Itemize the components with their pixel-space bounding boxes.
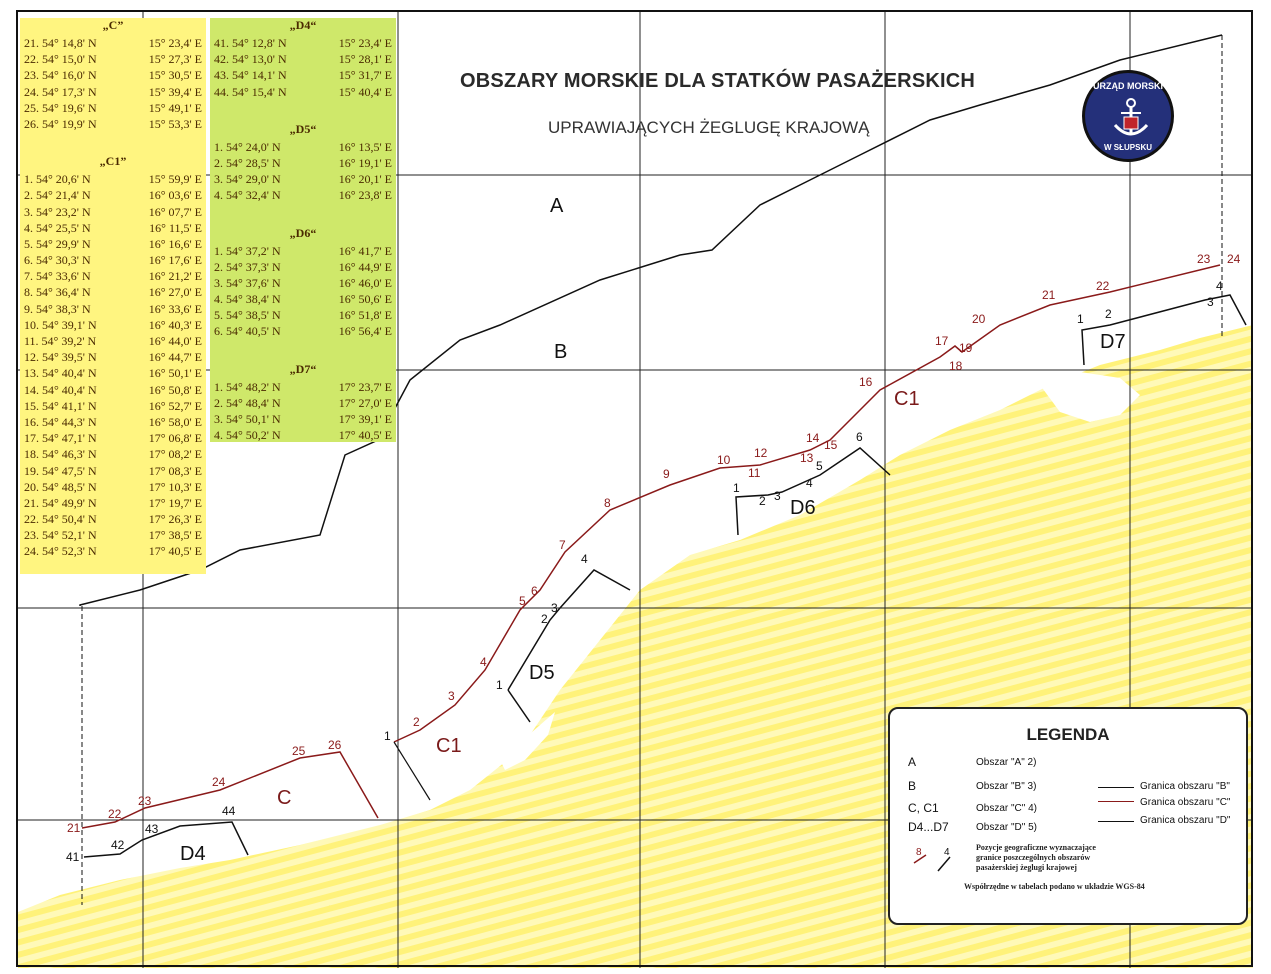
longitude-cell: 17° 27,0' E (338, 395, 392, 410)
longitude-cell: 16° 40,3' E (148, 317, 202, 332)
table-row (24, 236, 202, 252)
point-label: 5 (816, 459, 823, 473)
point-label: 3 (551, 601, 558, 615)
latitude-cell: 5. 54° 29,9' N (24, 236, 91, 251)
point-label: 24 (212, 775, 226, 789)
legend-line-b (1098, 787, 1134, 788)
table-row (214, 427, 392, 443)
point-label: 41 (66, 850, 80, 864)
point-label: 4 (806, 476, 813, 490)
table-row (24, 349, 202, 365)
point-label: 4 (581, 552, 588, 566)
legend-boundary-b: Granica obszaru "B" (1140, 781, 1230, 792)
table-d4-rows (214, 35, 392, 100)
point-label: 17 (935, 334, 949, 348)
latitude-cell: 14. 54° 40,4' N (24, 382, 97, 397)
point-label: 4 (1216, 279, 1223, 293)
longitude-cell: 16° 56,4' E (338, 324, 392, 339)
latitude-cell: 4. 54° 50,2' N (214, 428, 281, 443)
latitude-cell: 2. 54° 28,5' N (214, 155, 281, 170)
anchor-icon (1111, 95, 1151, 141)
point-label: 9 (663, 467, 670, 481)
latitude-cell: 4. 54° 32,4' N (214, 188, 281, 203)
legend-symbol-red: 8 (916, 847, 922, 858)
point-label: 1 (733, 481, 740, 495)
point-label: 42 (111, 838, 125, 852)
table-row (214, 379, 392, 395)
table-d7-rows (214, 379, 392, 444)
table-row (24, 35, 202, 51)
maritime-office-seal (1082, 70, 1174, 162)
area-d4-label: D4 (180, 843, 206, 865)
table-row (24, 382, 202, 398)
table-row (214, 35, 392, 51)
latitude-cell: 3. 54° 23,2' N (24, 204, 91, 219)
longitude-cell: 16° 58,0' E (148, 414, 202, 429)
longitude-cell: 15° 23,4' E (148, 36, 202, 50)
point-label: 12 (754, 446, 768, 460)
latitude-cell: 22. 54° 15,0' N (24, 52, 97, 67)
legend-key-a: A (908, 755, 917, 769)
longitude-cell: 17° 06,8' E (148, 431, 202, 446)
legend-symbol-black: 4 (944, 847, 950, 858)
point-label: 22 (1096, 279, 1110, 293)
latitude-cell: 1. 54° 48,2' N (214, 379, 281, 394)
table-d7-header: „D7“ (289, 361, 317, 376)
latitude-cell: 12. 54° 39,5' N (24, 350, 97, 365)
table-row (24, 268, 202, 284)
point-label: 2 (541, 612, 548, 626)
point-label: 26 (328, 738, 342, 752)
point-label: 3 (448, 689, 455, 703)
table-row (24, 67, 202, 83)
table-row (214, 187, 392, 203)
table-row (24, 463, 202, 479)
latitude-cell: 10. 54° 39,1' N (24, 317, 97, 332)
point-label: 6 (856, 430, 863, 444)
latitude-cell: 4. 54° 38,4' N (214, 292, 281, 307)
latitude-cell: 21. 54° 14,8' N (24, 36, 97, 50)
table-d4-header: „D4“ (289, 18, 317, 32)
table-row (24, 284, 202, 300)
latitude-cell: 17. 54° 47,1' N (24, 431, 97, 446)
table-c-c1 (20, 18, 206, 574)
latitude-cell: 15. 54° 41,1' N (24, 398, 97, 413)
latitude-cell: 43. 54° 14,1' N (214, 68, 287, 83)
legend-key-c: C, C1 (908, 801, 939, 815)
table-row (214, 291, 392, 307)
table-row (214, 395, 392, 411)
table-c-rows (24, 35, 202, 132)
longitude-cell: 16° 44,0' E (148, 334, 202, 348)
table-row (214, 275, 392, 291)
area-c1-west-label: C1 (436, 735, 462, 757)
table-row (24, 171, 202, 187)
legend-desc-b: Obszar "B" 3) (976, 781, 1037, 792)
point-label: 24 (1227, 252, 1241, 266)
table-c-header: „C” (102, 18, 124, 32)
longitude-cell: 16° 19,1' E (338, 155, 392, 170)
point-label: 23 (138, 794, 152, 808)
longitude-cell: 15° 31,7' E (338, 68, 392, 83)
table-row (24, 333, 202, 349)
longitude-cell: 16° 07,7' E (148, 204, 202, 219)
legend-desc-c: Obszar "C" 4) (976, 803, 1038, 814)
longitude-cell: 16° 16,6' E (148, 236, 202, 251)
longitude-cell: 15° 53,3' E (148, 116, 202, 131)
table-row (24, 495, 202, 511)
longitude-cell: 17° 39,1' E (338, 412, 392, 426)
point-label: 2 (1105, 307, 1112, 321)
legend-box (888, 707, 1248, 925)
point-label: 8 (604, 496, 611, 510)
point-label: 2 (413, 715, 420, 729)
longitude-cell: 16° 50,1' E (148, 366, 202, 381)
table-d5-rows (214, 139, 392, 204)
longitude-cell: 16° 13,5' E (338, 139, 392, 154)
longitude-cell: 17° 40,5' E (338, 428, 392, 443)
longitude-cell: 17° 38,5' E (148, 528, 202, 543)
table-row (24, 317, 202, 333)
map-title: OBSZARY MORSKIE DLA STATKÓW PASAŻERSKICH (460, 70, 976, 92)
longitude-cell: 16° 03,6' E (148, 188, 202, 203)
latitude-cell: 5. 54° 38,5' N (214, 308, 281, 323)
legend-desc-a: Obszar "A" 2) (976, 757, 1037, 768)
table-row (24, 430, 202, 446)
legend-boundary-d: Granica obszaru "D" (1140, 815, 1231, 826)
table-row (214, 51, 392, 67)
latitude-cell: 6. 54° 30,3' N (24, 253, 91, 268)
latitude-cell: 21. 54° 49,9' N (24, 495, 97, 510)
map-subtitle: UPRAWIAJĄCYCH ŻEGLUGĘ KRAJOWĄ (548, 118, 870, 137)
area-b-label: B (554, 341, 568, 363)
point-label: 16 (859, 375, 873, 389)
latitude-cell: 16. 54° 44,3' N (24, 414, 97, 429)
longitude-cell: 16° 50,6' E (338, 292, 392, 307)
point-label: 7 (559, 538, 566, 552)
point-label: 25 (292, 744, 306, 758)
longitude-cell: 16° 23,8' E (338, 188, 392, 203)
point-label: 43 (145, 822, 159, 836)
longitude-cell: 15° 49,1' E (148, 100, 202, 115)
point-label: 2 (759, 494, 766, 508)
table-row (24, 543, 202, 559)
table-row (214, 67, 392, 83)
latitude-cell: 23. 54° 16,0' N (24, 68, 97, 83)
point-label: 4 (480, 655, 487, 669)
longitude-cell: 15° 30,5' E (148, 68, 202, 83)
legend-boundary-c: Granica obszaru "C" (1140, 797, 1231, 808)
point-label: 22 (108, 807, 122, 821)
table-row (24, 187, 202, 203)
legend-key-d: D4...D7 (908, 820, 949, 834)
point-label: 5 (519, 594, 526, 608)
longitude-cell: 16° 44,9' E (338, 259, 392, 274)
longitude-cell: 16° 51,8' E (338, 308, 392, 323)
area-d5-label: D5 (529, 662, 555, 684)
point-label: 3 (774, 489, 781, 503)
table-c1-header: „C1” (99, 154, 127, 169)
table-row (24, 116, 202, 132)
legend-note-1: Pozycje geograficzne wyznaczające (976, 843, 1096, 852)
longitude-cell: 17° 10,3' E (148, 479, 202, 494)
point-label: 19 (959, 341, 973, 355)
table-row (24, 414, 202, 430)
longitude-cell: 17° 08,2' E (148, 447, 202, 462)
longitude-cell: 17° 08,3' E (148, 463, 202, 478)
area-d7-label: D7 (1100, 331, 1126, 353)
table-row (214, 171, 392, 187)
latitude-cell: 41. 54° 12,8' N (214, 36, 287, 50)
table-row (24, 365, 202, 381)
latitude-cell: 19. 54° 47,5' N (24, 463, 97, 478)
table-row (24, 446, 202, 462)
latitude-cell: 8. 54° 36,4' N (24, 285, 91, 300)
table-row (24, 51, 202, 67)
latitude-cell: 9. 54° 38,3' N (24, 301, 91, 316)
seal-bottom-text: W SŁUPSKU (1104, 143, 1152, 152)
legend-line-d (1098, 821, 1134, 822)
table-row (24, 301, 202, 317)
longitude-cell: 16° 17,6' E (148, 253, 202, 268)
latitude-cell: 1. 54° 24,0' N (214, 139, 281, 154)
point-label: 3 (1207, 295, 1214, 309)
legend-note-2: granice poszczególnych obszarów (976, 853, 1091, 862)
latitude-cell: 1. 54° 20,6' N (24, 172, 91, 187)
longitude-cell: 16° 11,5' E (149, 220, 202, 235)
longitude-cell: 17° 40,5' E (148, 544, 202, 559)
point-label: 15 (824, 438, 838, 452)
table-row (214, 411, 392, 427)
table-row (24, 100, 202, 116)
longitude-cell: 16° 20,1' E (338, 172, 392, 187)
legend-note-3: pasażerskiej żeglugi krajowej (976, 863, 1077, 872)
latitude-cell: 11. 54° 39,2' N (24, 334, 97, 348)
latitude-cell: 2. 54° 37,3' N (214, 259, 281, 274)
point-label: 1 (1077, 312, 1084, 326)
seal-top-text: URZĄD MORSKI (1093, 81, 1163, 91)
table-row (214, 259, 392, 275)
point-label: 18 (949, 359, 963, 373)
longitude-cell: 15° 27,3' E (148, 52, 202, 67)
table-row (24, 479, 202, 495)
legend-wgs-note: Współrzędne w tabelach podano w układzie WGS-84 (964, 882, 1145, 891)
point-label: 20 (972, 312, 986, 326)
latitude-cell: 26. 54° 19,9' N (24, 116, 97, 131)
legend-title: LEGENDA (1026, 725, 1110, 744)
latitude-cell: 23. 54° 52,1' N (24, 528, 97, 543)
table-d5-header: „D5“ (289, 121, 317, 136)
latitude-cell: 42. 54° 13,0' N (214, 52, 287, 67)
point-label: 23 (1197, 252, 1211, 266)
latitude-cell: 7. 54° 33,6' N (24, 269, 91, 284)
latitude-cell: 22. 54° 50,4' N (24, 512, 97, 527)
latitude-cell: 3. 54° 50,1' N (214, 412, 281, 426)
table-row (24, 204, 202, 220)
legend-key-b: B (908, 779, 917, 793)
latitude-cell: 24. 54° 52,3' N (24, 544, 97, 559)
latitude-cell: 2. 54° 21,4' N (24, 188, 91, 203)
area-c-label: C (277, 787, 292, 809)
table-row (214, 139, 392, 155)
table-row (214, 243, 392, 259)
point-label: 13 (800, 451, 814, 465)
legend-point-symbol (912, 845, 956, 873)
point-label: 14 (806, 431, 820, 445)
table-row (214, 84, 392, 100)
table-row (24, 527, 202, 543)
table-d6-rows (214, 243, 392, 340)
longitude-cell: 15° 39,4' E (148, 84, 202, 99)
point-label: 1 (496, 678, 503, 692)
latitude-cell: 3. 54° 29,0' N (214, 172, 281, 187)
area-a-label: A (550, 195, 564, 217)
longitude-cell: 16° 21,2' E (148, 269, 202, 284)
latitude-cell: 44. 54° 15,4' N (214, 84, 287, 99)
table-c1-rows (24, 171, 202, 560)
area-c1-east-label: C1 (894, 388, 920, 410)
latitude-cell: 3. 54° 37,6' N (214, 275, 281, 290)
table-d6-header: „D6“ (289, 225, 317, 240)
longitude-cell: 15° 40,4' E (338, 84, 392, 99)
longitude-cell: 17° 23,7' E (338, 379, 392, 394)
point-label: 21 (67, 821, 81, 835)
longitude-cell: 17° 26,3' E (148, 512, 202, 527)
longitude-cell: 16° 52,7' E (148, 398, 202, 413)
point-label: 1 (384, 729, 391, 743)
table-row (24, 511, 202, 527)
table-row (24, 84, 202, 100)
longitude-cell: 15° 59,9' E (148, 172, 202, 187)
table-row (24, 252, 202, 268)
longitude-cell: 17° 19,7' E (148, 495, 202, 510)
latitude-cell: 24. 54° 17,3' N (24, 84, 97, 99)
point-label: 44 (222, 804, 236, 818)
point-label: 10 (717, 453, 731, 467)
table-row (214, 323, 392, 339)
latitude-cell: 1. 54° 37,2' N (214, 243, 281, 258)
latitude-cell: 13. 54° 40,4' N (24, 366, 97, 381)
latitude-cell: 20. 54° 48,5' N (24, 479, 97, 494)
point-label: 11 (748, 466, 761, 480)
table-d (210, 18, 396, 442)
legend-line-c (1098, 801, 1134, 802)
table-row (24, 220, 202, 236)
table-row (24, 398, 202, 414)
longitude-cell: 16° 27,0' E (148, 285, 202, 300)
legend-desc-d: Obszar "D" 5) (976, 822, 1038, 833)
point-label: 6 (531, 584, 538, 598)
longitude-cell: 15° 28,1' E (338, 52, 392, 67)
table-row (214, 307, 392, 323)
latitude-cell: 25. 54° 19,6' N (24, 100, 97, 115)
area-d6-label: D6 (790, 497, 816, 519)
latitude-cell: 18. 54° 46,3' N (24, 447, 97, 462)
longitude-cell: 16° 46,0' E (338, 275, 392, 290)
longitude-cell: 16° 33,6' E (148, 301, 202, 316)
longitude-cell: 16° 41,7' E (338, 243, 392, 258)
longitude-cell: 16° 44,7' E (148, 350, 202, 365)
longitude-cell: 15° 23,4' E (338, 36, 392, 50)
latitude-cell: 6. 54° 40,5' N (214, 324, 281, 339)
latitude-cell: 2. 54° 48,4' N (214, 395, 281, 410)
latitude-cell: 4. 54° 25,5' N (24, 220, 91, 235)
longitude-cell: 16° 50,8' E (148, 382, 202, 397)
table-row (214, 155, 392, 171)
point-label: 21 (1042, 288, 1056, 302)
